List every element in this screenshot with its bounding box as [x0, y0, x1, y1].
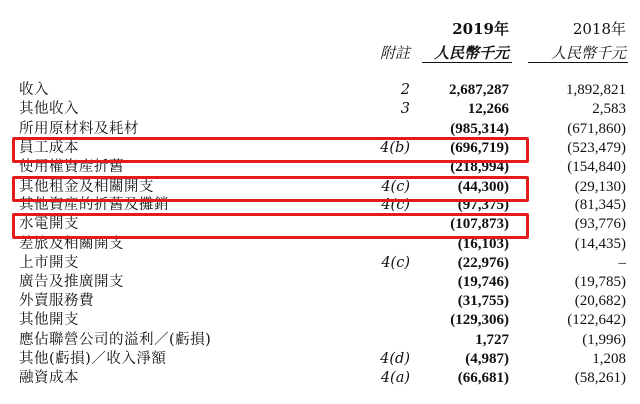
row-label: 外賣服務費 — [19, 293, 94, 309]
row-note: 4(c) — [381, 197, 410, 213]
row-label: 所用原材料及耗材 — [19, 121, 139, 137]
row-label: 其他租金及相關開支 — [19, 179, 154, 195]
row-note: 4(a) — [380, 370, 410, 386]
row-label: 其他(虧損)／收入淨額 — [19, 351, 167, 367]
row-label: 收入 — [19, 82, 49, 98]
row-value-2019: (129,306) — [450, 312, 509, 328]
row-value-2019: 1,727 — [475, 332, 509, 348]
highlight-utilities — [12, 213, 529, 239]
row-note: 3 — [400, 101, 410, 117]
row-value-2019: (97,375) — [457, 197, 509, 213]
row-label: 上市開支 — [19, 255, 79, 271]
row-value-2019: 12,266 — [467, 101, 509, 117]
row-value-2018: 2,583 — [592, 101, 626, 117]
row-note: 4(c) — [381, 255, 410, 271]
row-value-2018: 1,208 — [592, 351, 626, 367]
table-row — [0, 273, 640, 292]
row-value-2019: (44,300) — [457, 179, 509, 195]
row-value-2019: 2,687,287 — [449, 82, 509, 98]
row-value-2018: – — [618, 255, 626, 271]
row-value-2019: (22,976) — [457, 255, 509, 271]
header-underline-2018 — [528, 62, 628, 63]
row-value-2019: (31,755) — [457, 293, 509, 309]
row-value-2019: (19,746) — [457, 274, 509, 290]
table-row — [0, 369, 640, 388]
row-value-2018: (93,776) — [574, 216, 626, 232]
row-label: 其他資產的折舊及攤銷 — [19, 197, 169, 213]
table-row — [0, 331, 640, 350]
row-value-2018: (154,840) — [567, 159, 626, 175]
row-label: 差旅及相關開支 — [19, 236, 124, 252]
header-2018: 2018年 — [572, 20, 626, 38]
row-value-2019: (218,994) — [450, 159, 509, 175]
row-label: 融資成本 — [19, 370, 79, 386]
row-value-2018: (20,682) — [574, 293, 626, 309]
row-value-2019: (4,987) — [465, 351, 509, 367]
table-row — [0, 254, 640, 273]
row-note: 2 — [400, 82, 410, 98]
row-label: 員工成本 — [19, 140, 79, 156]
table-row — [0, 100, 640, 119]
row-value-2018: (1,996) — [582, 332, 626, 348]
header-underline-2019 — [422, 62, 512, 63]
row-value-2018: (122,642) — [567, 312, 626, 328]
header-2019: 2019年 — [452, 20, 509, 38]
table-row — [0, 81, 640, 100]
row-value-2019: (16,103) — [457, 236, 509, 252]
table-row — [0, 350, 640, 369]
header-note: 附註 — [379, 44, 410, 62]
row-label: 應佔聯營公司的溢利／(虧損) — [19, 332, 212, 348]
table-row — [0, 292, 640, 311]
row-value-2019: (696,719) — [450, 140, 509, 156]
row-value-2019: (985,314) — [450, 121, 509, 137]
row-label: 廣告及推廣開支 — [19, 274, 124, 290]
row-label: 其他開支 — [19, 312, 79, 328]
row-value-2018: (58,261) — [574, 370, 626, 386]
row-value-2018: (19,785) — [574, 274, 626, 290]
row-value-2019: (107,873) — [450, 216, 509, 232]
highlight-staff-costs — [12, 137, 529, 163]
row-value-2018: (29,130) — [574, 179, 626, 195]
row-value-2018: 1,892,821 — [566, 82, 626, 98]
row-value-2018: (14,435) — [574, 236, 626, 252]
header-unit-2018: 人民幣千元 — [550, 44, 626, 62]
table-row — [0, 311, 640, 330]
row-value-2019: (66,681) — [457, 370, 509, 386]
row-value-2018: (671,860) — [567, 121, 626, 137]
row-value-2018: (523,479) — [567, 140, 626, 156]
row-label: 使用權資產折舊 — [19, 159, 124, 175]
row-note: 4(c) — [381, 179, 410, 195]
row-label: 水電開支 — [19, 216, 79, 232]
row-note: 4(b) — [380, 140, 410, 156]
row-value-2018: (81,345) — [574, 197, 626, 213]
row-label: 其他收入 — [19, 101, 79, 117]
row-note: 4(d) — [380, 351, 410, 367]
highlight-other-rent — [12, 176, 529, 202]
header-unit-2019: 人民幣千元 — [433, 44, 509, 62]
